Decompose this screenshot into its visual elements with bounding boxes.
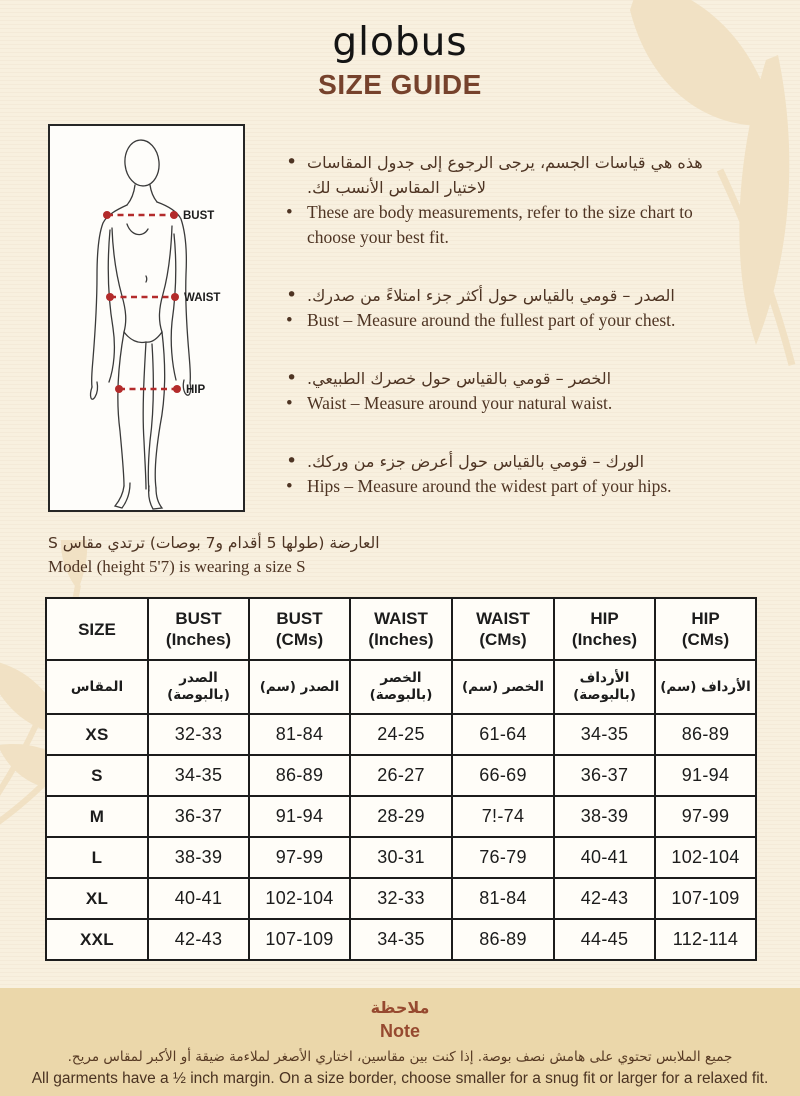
measurement-cell: 102-104: [249, 878, 350, 919]
col-header-hip-inches-ar: الأرداف (بالبوصة): [554, 660, 655, 714]
page-title: SIZE GUIDE: [318, 69, 482, 100]
col-header-bust-inches: BUST (Inches): [148, 598, 249, 660]
col-header-waist-cms-ar: الخصر (سم): [452, 660, 554, 714]
size-chart: [45, 597, 757, 961]
note-body-ar: جميع الملابس تحتوي على هامش نصف بوصة. إذا كنت بين مقاسين، اختاري الأصغر لملاءمة ضيقة أو الأكبر لمقاس مريح.: [67, 1049, 733, 1065]
instruction-intro-en: • These are body measurements, refer to the size chart to choose your best fit.: [284, 200, 730, 250]
col-header-waist-cms: WAIST (CMs): [452, 598, 554, 660]
measurement-cell: 34-35: [350, 919, 452, 960]
body-measurement-diagram: [48, 124, 245, 512]
hip-label: HIP: [186, 384, 206, 396]
measurement-cell: 30-31: [350, 837, 452, 878]
measurement-cell: 28-29: [350, 796, 452, 837]
measurement-cell: 81-84: [452, 878, 554, 919]
measurement-cell: 86-89: [452, 919, 554, 960]
measurement-cell: 97-99: [249, 837, 350, 878]
col-header-bust-cms-ar: الصدر (سم): [249, 660, 350, 714]
note-body-en: All garments have a ½ inch margin. On a size border, choose smaller for a snug fit or larger for a relaxed fit.: [31, 1070, 769, 1087]
measurement-cell: 34-35: [148, 755, 249, 796]
size-cell: XXL: [46, 919, 148, 960]
measurement-instructions: [284, 150, 730, 499]
measurement-cell: 61-64: [452, 714, 554, 755]
size-cell: L: [46, 837, 148, 878]
measurement-cell: 76-79: [452, 837, 554, 878]
size-chart-table: [45, 597, 757, 961]
body-figure-illustration: [50, 126, 243, 510]
col-header-bust-cms: BUST (CMs): [249, 598, 350, 660]
measurement-cell: 38-39: [554, 796, 655, 837]
measurement-cell: 97-99: [655, 796, 756, 837]
measurement-cell: 42-43: [148, 919, 249, 960]
measurement-cell: 36-37: [148, 796, 249, 837]
measurement-cell: 107-109: [249, 919, 350, 960]
measurement-cell: 86-89: [655, 714, 756, 755]
measurement-cell: 26-27: [350, 755, 452, 796]
table-row: [46, 755, 756, 796]
measurement-cell: 40-41: [554, 837, 655, 878]
page-header: [0, 20, 800, 102]
col-header-hip-inches: HIP (Inches): [554, 598, 655, 660]
instruction-waist-ar: • الخصر – قومي بالقياس حول خصرك الطبيعي.: [284, 366, 730, 391]
measurement-cell: 7!-74: [452, 796, 554, 837]
measurement-cell: 86-89: [249, 755, 350, 796]
measurement-cell: 24-25: [350, 714, 452, 755]
table-row: [46, 796, 756, 837]
measurement-cell: 34-35: [554, 714, 655, 755]
col-header-hip-cms: HIP (CMs): [655, 598, 756, 660]
instruction-bust-en: • Bust – Measure around the fullest part of your chest.: [284, 308, 730, 333]
size-cell: XS: [46, 714, 148, 755]
col-header-size: SIZE: [46, 598, 148, 660]
size-cell: M: [46, 796, 148, 837]
measurement-cell: 38-39: [148, 837, 249, 878]
instruction-bust-ar: • الصدر – قومي بالقياس حول أكثر جزء امتلاءً من صدرك.: [284, 283, 730, 308]
table-row: [46, 878, 756, 919]
measurement-cell: 36-37: [554, 755, 655, 796]
measurement-cell: 91-94: [655, 755, 756, 796]
col-header-size-ar: المقاس: [46, 660, 148, 714]
measurement-cell: 91-94: [249, 796, 350, 837]
footer-note: [0, 988, 800, 1096]
model-size-note-en: Model (height 5'7) is wearing a size S: [48, 557, 306, 576]
model-size-note: [48, 532, 528, 579]
measurement-cell: 32-33: [148, 714, 249, 755]
waist-label: WAIST: [184, 292, 221, 304]
measurement-cell: 40-41: [148, 878, 249, 919]
measurement-cell: 81-84: [249, 714, 350, 755]
note-title-en: Note: [380, 1021, 420, 1041]
table-row: [46, 837, 756, 878]
table-row: [46, 919, 756, 960]
col-header-hip-cms-ar: الأرداف (سم): [655, 660, 756, 714]
table-row: [46, 714, 756, 755]
instruction-waist-en: • Waist – Measure around your natural waist.: [284, 391, 730, 416]
measurement-cell: 42-43: [554, 878, 655, 919]
note-title-ar: ملاحظة: [370, 998, 430, 1017]
size-cell: S: [46, 755, 148, 796]
size-cell: XL: [46, 878, 148, 919]
model-size-note-ar: العارضة (طولها 5 أقدام و7 بوصات) ترتدي مقاس S: [48, 534, 380, 552]
col-header-waist-inches: WAIST (Inches): [350, 598, 452, 660]
instruction-intro-ar: • هذه هي قياسات الجسم، يرجى الرجوع إلى جدول المقاسات لاختيار المقاس الأنسب لك.: [284, 150, 730, 200]
measurement-cell: 107-109: [655, 878, 756, 919]
bust-label: BUST: [183, 210, 215, 222]
col-header-bust-inches-ar: الصدر (بالبوصة): [148, 660, 249, 714]
instruction-hip-en: • Hips – Measure around the widest part of your hips.: [284, 474, 730, 499]
table-header-row-en: [46, 598, 756, 660]
measurement-cell: 102-104: [655, 837, 756, 878]
table-header-row-ar: [46, 660, 756, 714]
measurement-cell: 32-33: [350, 878, 452, 919]
measurement-cell: 112-114: [655, 919, 756, 960]
brand-logo: globus: [332, 20, 468, 65]
col-header-waist-inches-ar: الخصر (بالبوصة): [350, 660, 452, 714]
measurement-cell: 66-69: [452, 755, 554, 796]
instruction-hip-ar: • الورك – قومي بالقياس حول أعرض جزء من وركك.: [284, 449, 730, 474]
measurement-cell: 44-45: [554, 919, 655, 960]
